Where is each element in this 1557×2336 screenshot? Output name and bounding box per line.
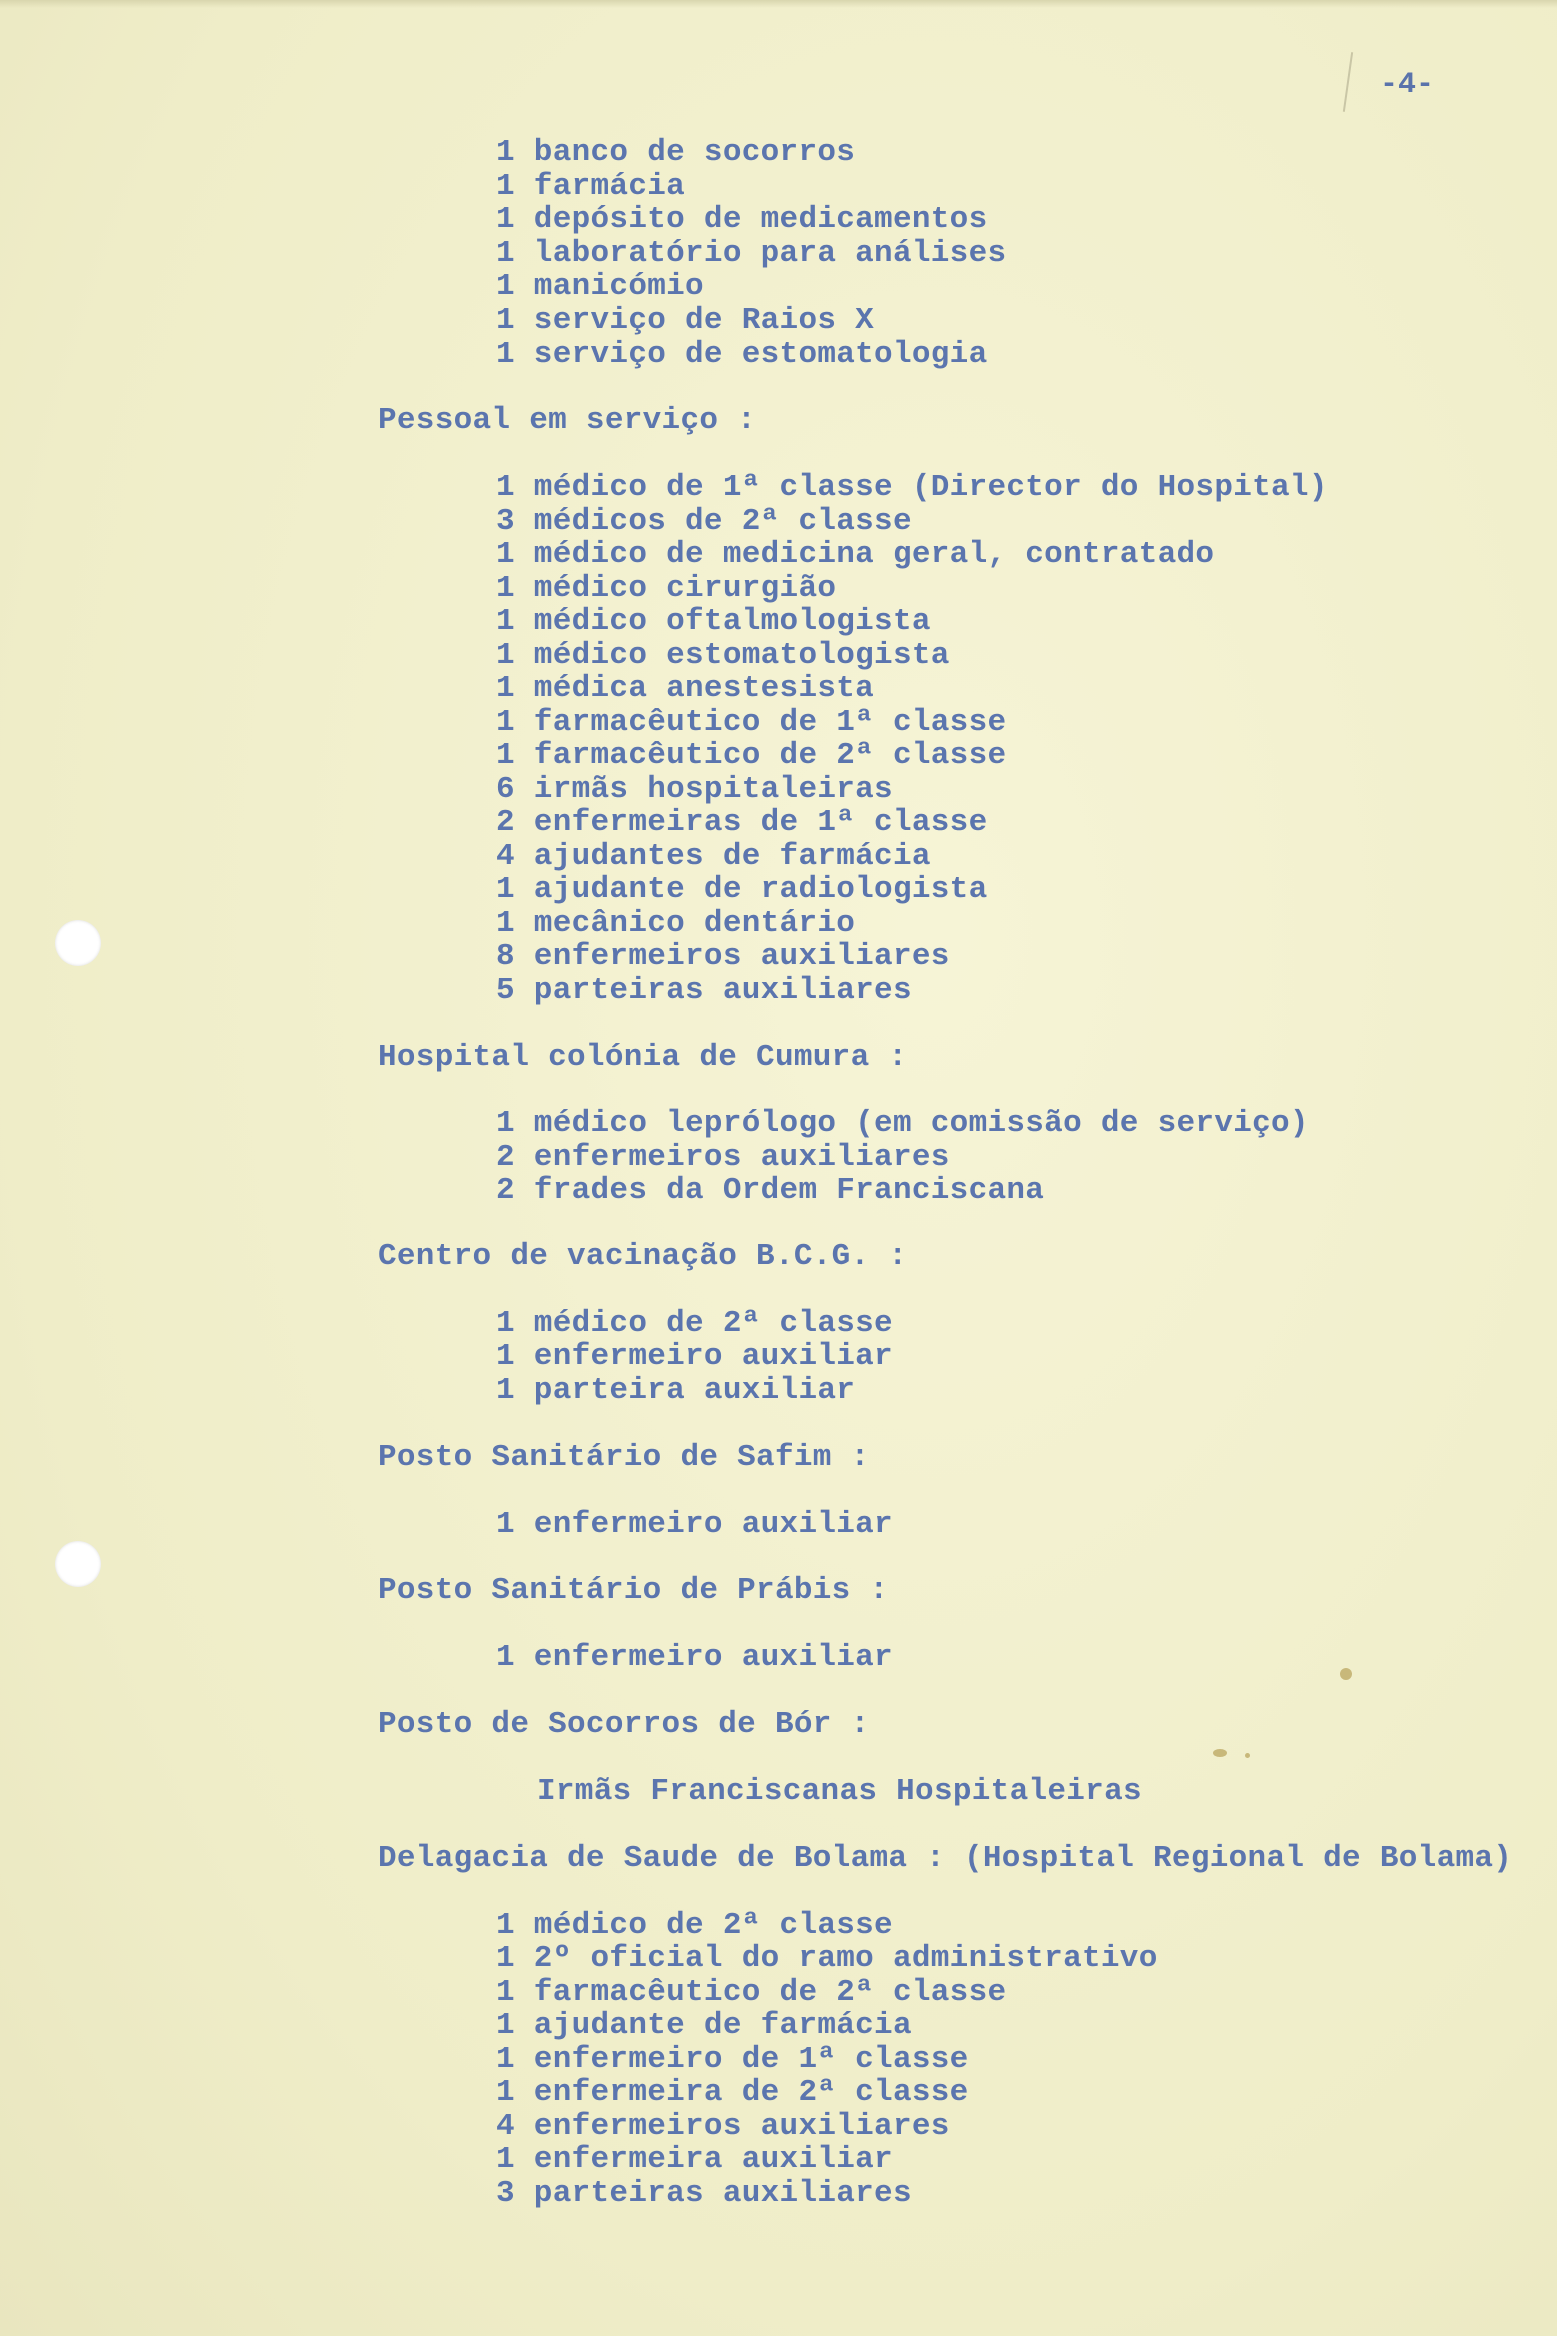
list-item: 1 banco de socorros	[496, 135, 856, 170]
paper-speck	[1213, 1749, 1227, 1757]
section-heading: Posto Sanitário de Prábis :	[378, 1573, 889, 1608]
section-heading: Posto Sanitário de Safim :	[378, 1440, 870, 1475]
list-item: 1 enfermeiro de 1ª classe	[496, 2042, 969, 2077]
list-item: 1 manicómio	[496, 269, 704, 304]
list-item: 1 enfermeiro auxiliar	[496, 1339, 893, 1374]
section-heading: Hospital colónia de Cumura :	[378, 1040, 908, 1075]
list-item: 1 médica anestesista	[496, 671, 875, 706]
list-item: 1 mecânico dentário	[496, 906, 856, 941]
list-item: 2 enfermeiros auxiliares	[496, 1140, 950, 1175]
list-item: 6 irmãs hospitaleiras	[496, 772, 893, 807]
list-item: 1 farmacêutico de 1ª classe	[496, 705, 1007, 740]
list-item: 1 enfermeiro auxiliar	[496, 1507, 893, 1542]
list-item: 3 médicos de 2ª classe	[496, 504, 912, 539]
paper-speck	[1245, 1753, 1250, 1758]
list-item: 1 enfermeiro auxiliar	[496, 1640, 893, 1675]
list-item: 1 serviço de Raios X	[496, 303, 875, 338]
list-item: 1 ajudante de radiologista	[496, 872, 988, 907]
paper-speck	[1340, 1668, 1352, 1680]
list-item: 3 parteiras auxiliares	[496, 2176, 912, 2211]
list-item: 1 farmacêutico de 2ª classe	[496, 1975, 1007, 2010]
section-heading: Centro de vacinação B.C.G. :	[378, 1239, 908, 1274]
list-item: 1 médico de 2ª classe	[496, 1908, 893, 1943]
list-item: 2 frades da Ordem Franciscana	[496, 1173, 1045, 1208]
list-item: 1 laboratório para análises	[496, 236, 1007, 271]
list-item: 1 depósito de medicamentos	[496, 202, 988, 237]
list-item: 8 enfermeiros auxiliares	[496, 939, 950, 974]
list-item: 1 parteira auxiliar	[496, 1373, 856, 1408]
punch-hole-bottom	[55, 1541, 101, 1587]
page-number: -4-	[1380, 68, 1435, 102]
list-item: 1 médico oftalmologista	[496, 604, 931, 639]
page-edge	[0, 0, 1557, 8]
section-heading: Posto de Socorros de Bór :	[378, 1707, 870, 1742]
list-item: 1 médico estomatologista	[496, 638, 950, 673]
list-item: 5 parteiras auxiliares	[496, 973, 912, 1008]
list-item: 1 farmacêutico de 2ª classe	[496, 738, 1007, 773]
list-item: 1 médico de medicina geral, contratado	[496, 537, 1215, 572]
list-item: 4 enfermeiros auxiliares	[496, 2109, 950, 2144]
list-item: 1 enfermeira auxiliar	[496, 2142, 893, 2177]
punch-hole-top	[55, 920, 101, 966]
list-item: 1 ajudante de farmácia	[496, 2008, 912, 2043]
list-item: 1 serviço de estomatologia	[496, 337, 988, 372]
list-item: 1 2º oficial do ramo administrativo	[496, 1941, 1158, 1976]
margin-mark	[1343, 52, 1353, 112]
list-item: 1 farmácia	[496, 169, 686, 204]
list-item: 2 enfermeiras de 1ª classe	[496, 805, 988, 840]
list-item: Irmãs Franciscanas Hospitaleiras	[537, 1774, 1142, 1809]
list-item: 1 médico de 1ª classe (Director do Hospital)	[496, 470, 1328, 505]
list-item: 1 enfermeira de 2ª classe	[496, 2075, 969, 2110]
section-heading: Delagacia de Saude de Bolama : (Hospital Regional de Bolama)	[378, 1841, 1513, 1876]
list-item: 1 médico de 2ª classe	[496, 1306, 893, 1341]
list-item: 4 ajudantes de farmácia	[496, 839, 931, 874]
list-item: 1 médico leprólogo (em comissão de serviço)	[496, 1106, 1309, 1141]
list-item: 1 médico cirurgião	[496, 571, 837, 606]
section-heading: Pessoal em serviço :	[378, 403, 757, 438]
